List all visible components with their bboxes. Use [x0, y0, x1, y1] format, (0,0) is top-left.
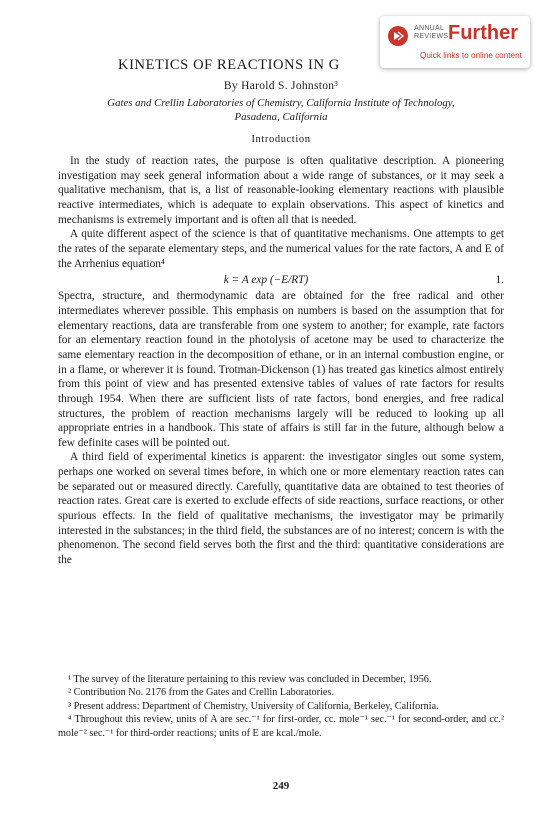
affiliation-line-2: Pasadena, California [234, 111, 328, 123]
page-number: 249 [272, 780, 290, 792]
paragraph-4: A third field of experimental kinetics is apparent: the investigator singles out some system, perhaps one worked on several times before, in which one or more elementary reaction rates can be separated out or measured directly. Carefully, quantitative data are obtained to test theories of reaction rates. Great care is exerted to exclude effects of side reactions, surface reactions, or other spurious effects. In the field of qualitative mechanisms, the investigator may be primarily interested in the substances; in the third field, the substances are of no interest; concern is with the phenomenon. The second field serves both the first and the third: quantitative considerations are the [58, 451, 504, 567]
author-line: By Harold S. Johnston³ [223, 80, 339, 92]
footnote-3: ³ Present address: Department of Chemistry, University of California, Berkeley, California. [68, 700, 439, 712]
paragraph-2: A quite different aspect of the science is that of quantitative mechanisms. One attempts to get the rates of the separate elementary steps, and the numerical values for the rate factors, A and E of the Arrhenius equation⁴ [58, 228, 504, 270]
affiliation-line-1: Gates and Crellin Laboratories of Chemistry, California Institute of Technology, [107, 97, 455, 109]
footnote-4: ⁴ Throughout this review, units of A are sec.⁻¹ for first-order, cc. mole⁻¹ sec.⁻¹ for second-order, and cc.² mole⁻² sec.⁻¹ for third-order reactions; units of E are kcal./mole. [58, 714, 504, 739]
further-label: Further [448, 22, 518, 44]
section-heading: Introduction [251, 134, 311, 145]
affiliation [58, 96, 504, 124]
paragraph-1: In the study of reaction rates, the purpose is often qualitative description. A pioneering investigation may seek general information about a wide range of substances, or it may seek a qualitative mechanism, that is, a list of reasonable-looking elementary reactions with plausible reactive intermediates, which is adequate to explain observations. This aspect of kinetics and mechanisms is extremely important and is often all that is needed. [58, 155, 504, 226]
footnote-1: ¹ The survey of the literature pertaining to this review was concluded in December, 1956. [68, 674, 432, 685]
annual-reviews-logo-icon [388, 26, 408, 46]
footnotes [58, 673, 504, 740]
banner-tagline: Quick links to online content [420, 51, 522, 60]
article-title: KINETICS OF REACTIONS IN G [118, 57, 340, 73]
annual-reviews-wordmark [414, 25, 449, 40]
footnote-2: ² Contribution No. 2176 from the Gates and Crellin Laboratories. [68, 687, 334, 699]
wordmark-reviews: REVIEWS [414, 32, 449, 40]
wordmark-annual: ANNUAL [414, 25, 445, 32]
arrhenius-equation [58, 271, 504, 289]
equation-formula: k = A exp (−E/RT) [223, 273, 309, 286]
article-body [58, 154, 504, 568]
equation-number: 1. [495, 273, 504, 286]
paragraph-3: Spectra, structure, and thermodynamic data are obtained for the free radical and other intermediates wherever possible. This emphasis on numbers is based on the assumption that for elementary reactions, data are transferable from one system to another; for example, rate factors for an elementary reaction found in the photolysis of acetone may be used to characterize the same elementary reaction in the decomposition of ethane, or in an internal combustion engine, or in a flame, or wherever it is found. Trotman-Dickenson (1) has treated gas kinetics almost entirely from this point of view and has presented extensive tables of values of rate factors for results through 1954. When there are sufficient lists of rate factors, bond energies, and free radical structures, the problem of reaction mechanisms largely will be reduced to looking up all appropriate entries in a handbook. This state of affairs is still far in the future, although below a few definite cases will be pointed out. [58, 290, 504, 449]
annual-reviews-further-banner[interactable] [380, 16, 530, 68]
